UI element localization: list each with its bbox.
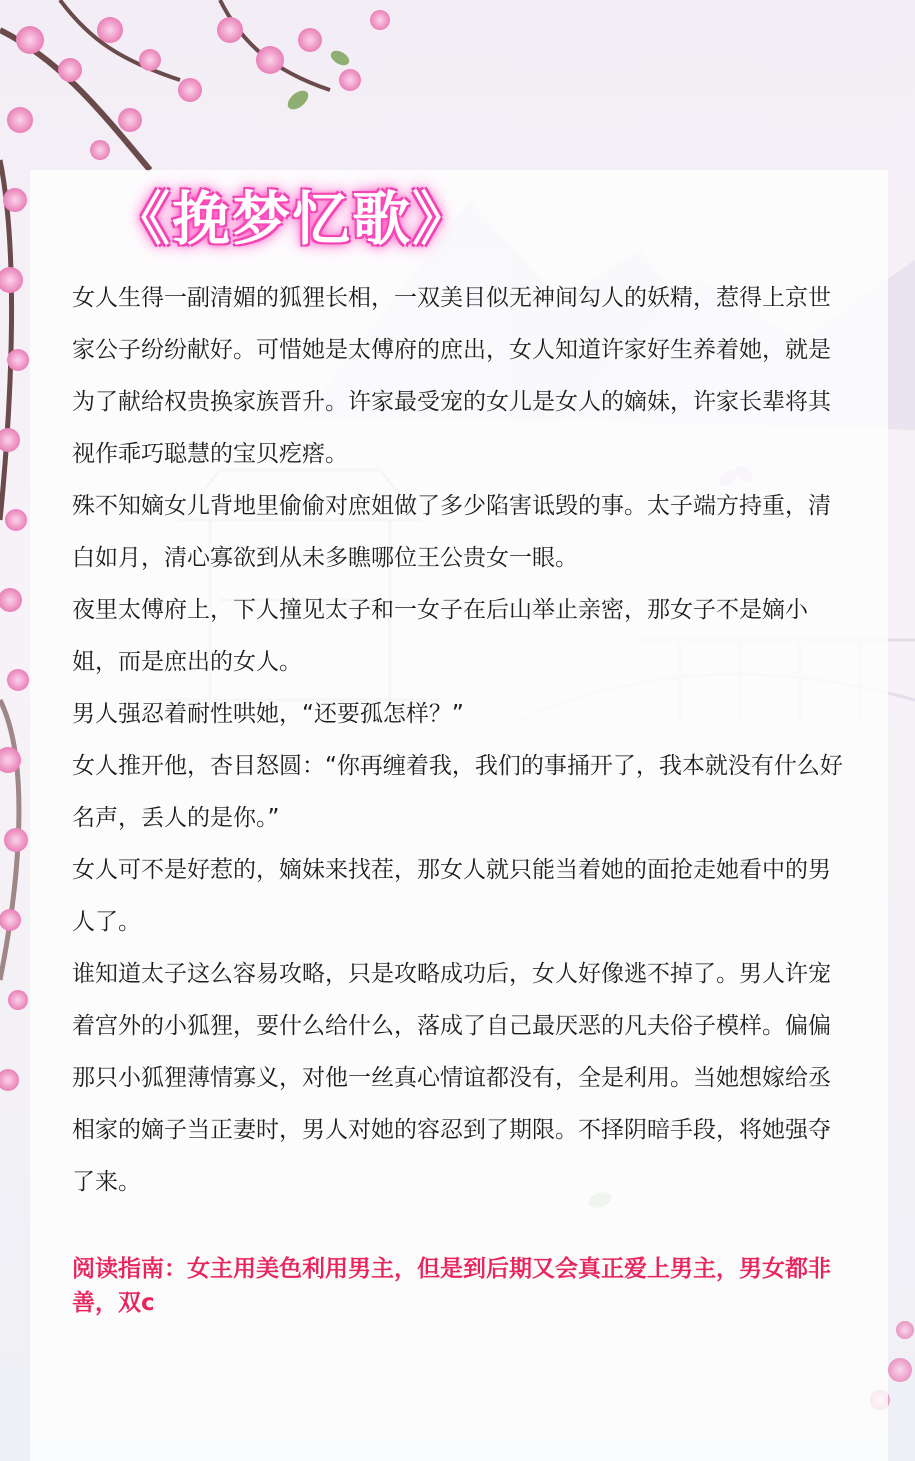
- synopsis-paragraph: 女人推开他，杏目怒圆：“你再缠着我，我们的事捅开了，我本就没有什么好名声，丢人的是你。”: [72, 753, 843, 831]
- reading-guide: 阅读指南：女主用美色利用男主，但是到后期又会真正爱上男主，男女都非善，双c: [72, 1256, 831, 1316]
- synopsis-paragraph: 殊不知嫡女儿背地里偷偷对庶姐做了多少陷害诋毁的事。太子端方持重，清白如月，清心寡欲到从未多瞧哪位王公贵女一眼。: [72, 493, 831, 571]
- synopsis-paragraph: 女人可不是好惹的，嫡妹来找茬，那女人就只能当着她的面抢走她看中的男人了。: [72, 857, 831, 935]
- book-title: 《挽梦忆歌》: [112, 185, 473, 253]
- synopsis-paragraph: 男人强忍着耐性哄她，“还要孤怎样？”: [72, 701, 464, 727]
- synopsis: [72, 272, 852, 1208]
- synopsis-paragraph: 女人生得一副清媚的狐狸长相，一双美目似无神间勾人的妖精，惹得上京世家公子纷纷献好。可惜她是太傅府的庶出，女人知道许家好生养着她，就是为了献给权贵换家族晋升。许家最受宠的女儿是女人的嫡妹，许家长辈将其视作乖巧聪慧的宝贝疙瘩。: [72, 285, 831, 467]
- synopsis-paragraph: 夜里太傅府上，下人撞见太子和一女子在后山举止亲密，那女子不是嫡小姐，而是庶出的女人。: [72, 597, 808, 675]
- synopsis-paragraph: 谁知道太子这么容易攻略，只是攻略成功后，女人好像逃不掉了。男人许宠着宫外的小狐狸，要什么给什么，落成了自己最厌恶的凡夫俗子模样。偏偏那只小狐狸薄情寡义，对他一丝真心情谊都没有，全是利用。当她想嫁给丞相家的嫡子当正妻时，男人对她的容忍到了期限。不择阴暗手段，将她强夺了来。: [72, 961, 831, 1195]
